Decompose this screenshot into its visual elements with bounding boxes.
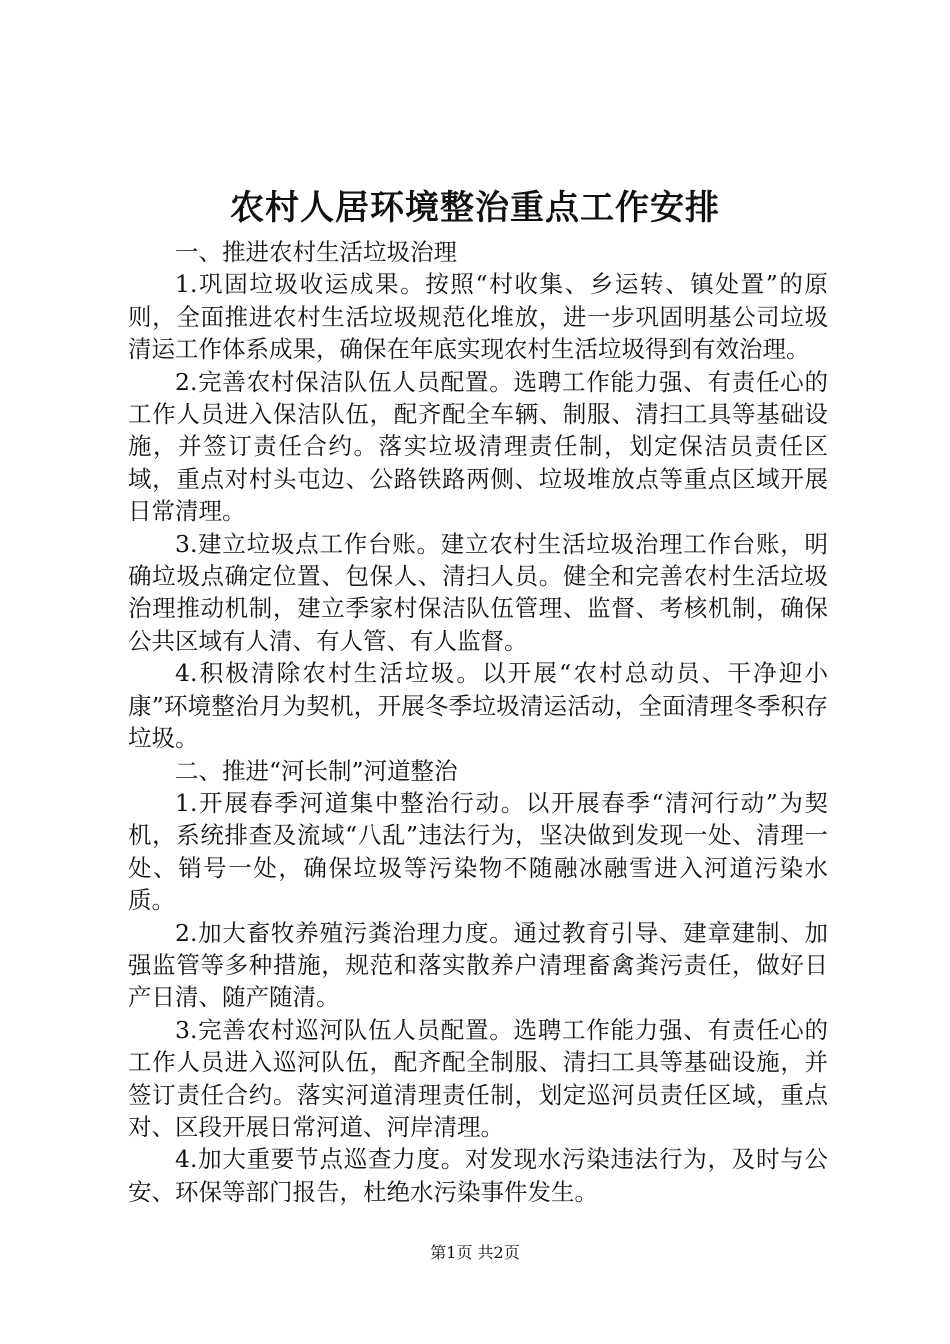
body-paragraph: 4.加大重要节点巡查力度。对发现水污染违法行为，及时与公安、环保等部门报告，杜绝水污染事件发生。 [128, 1145, 828, 1206]
section-heading: 一、推进农村生活垃圾治理 [175, 238, 457, 266]
page-footer: 第1页 共2页 [430, 1243, 520, 1262]
body-paragraph: 2.完善农村保洁队伍人员配置。选聘工作能力强、有责任心的工作人员进入保洁队伍，配齐配全车辆、制服、清扫工具等基础设施，并签订责任合约。落实垃圾清理责任制，划定保洁员责任区域，重点对村头屯边、公路铁路两侧、垃圾堆放点等重点区域开展日常清理。 [128, 367, 828, 526]
body-paragraph: 1.巩固垃圾收运成果。按照“村收集、乡运转、镇处置”的原则，全面推进农村生活垃圾规范化堆放，进一步巩固明基公司垃圾清运工作体系成果，确保在年底实现农村生活垃圾得到有效治理。 [128, 270, 828, 364]
document-title: 农村人居环境整治重点工作安排 [230, 188, 720, 228]
body-paragraph: 1.开展春季河道集中整治行动。以开展春季“清河行动”为契机，系统排查及流域“八乱”违法行为，坚决做到发现一处、清理一处、销号一处，确保垃圾等污染物不随融冰融雪进入河道污染水质。 [128, 788, 828, 915]
body-paragraph: 3.完善农村巡河队伍人员配置。选聘工作能力强、有责任心的工作人员进入巡河队伍，配齐配全制服、清扫工具等基础设施，并签订责任合约。落实河道清理责任制，划定巡河员责任区域，重点对、区段开展日常河道、河岸清理。 [128, 1015, 828, 1141]
body-paragraph: 2.加大畜牧养殖污粪治理力度。通过教育引导、建章建制、加强监管等多种措施，规范和落实散养户清理畜禽粪污责任，做好日产日清、随产随清。 [128, 918, 828, 1012]
body-paragraph: 4.积极清除农村生活垃圾。以开展“农村总动员、干净迎小康”环境整治月为契机，开展冬季垃圾清运活动，全面清理冬季积存垃圾。 [128, 659, 828, 753]
body-paragraph: 3.建立垃圾点工作台账。建立农村生活垃圾治理工作台账，明确垃圾点确定位置、包保人、清扫人员。健全和完善农村生活垃圾治理推动机制，建立季家村保洁队伍管理、监督、考核机制，确保公共区域有人清、有人管、有人监督。 [128, 529, 828, 655]
document-body [128, 236, 828, 1208]
section-heading: 二、推进“河长制”河道整治 [175, 756, 458, 785]
